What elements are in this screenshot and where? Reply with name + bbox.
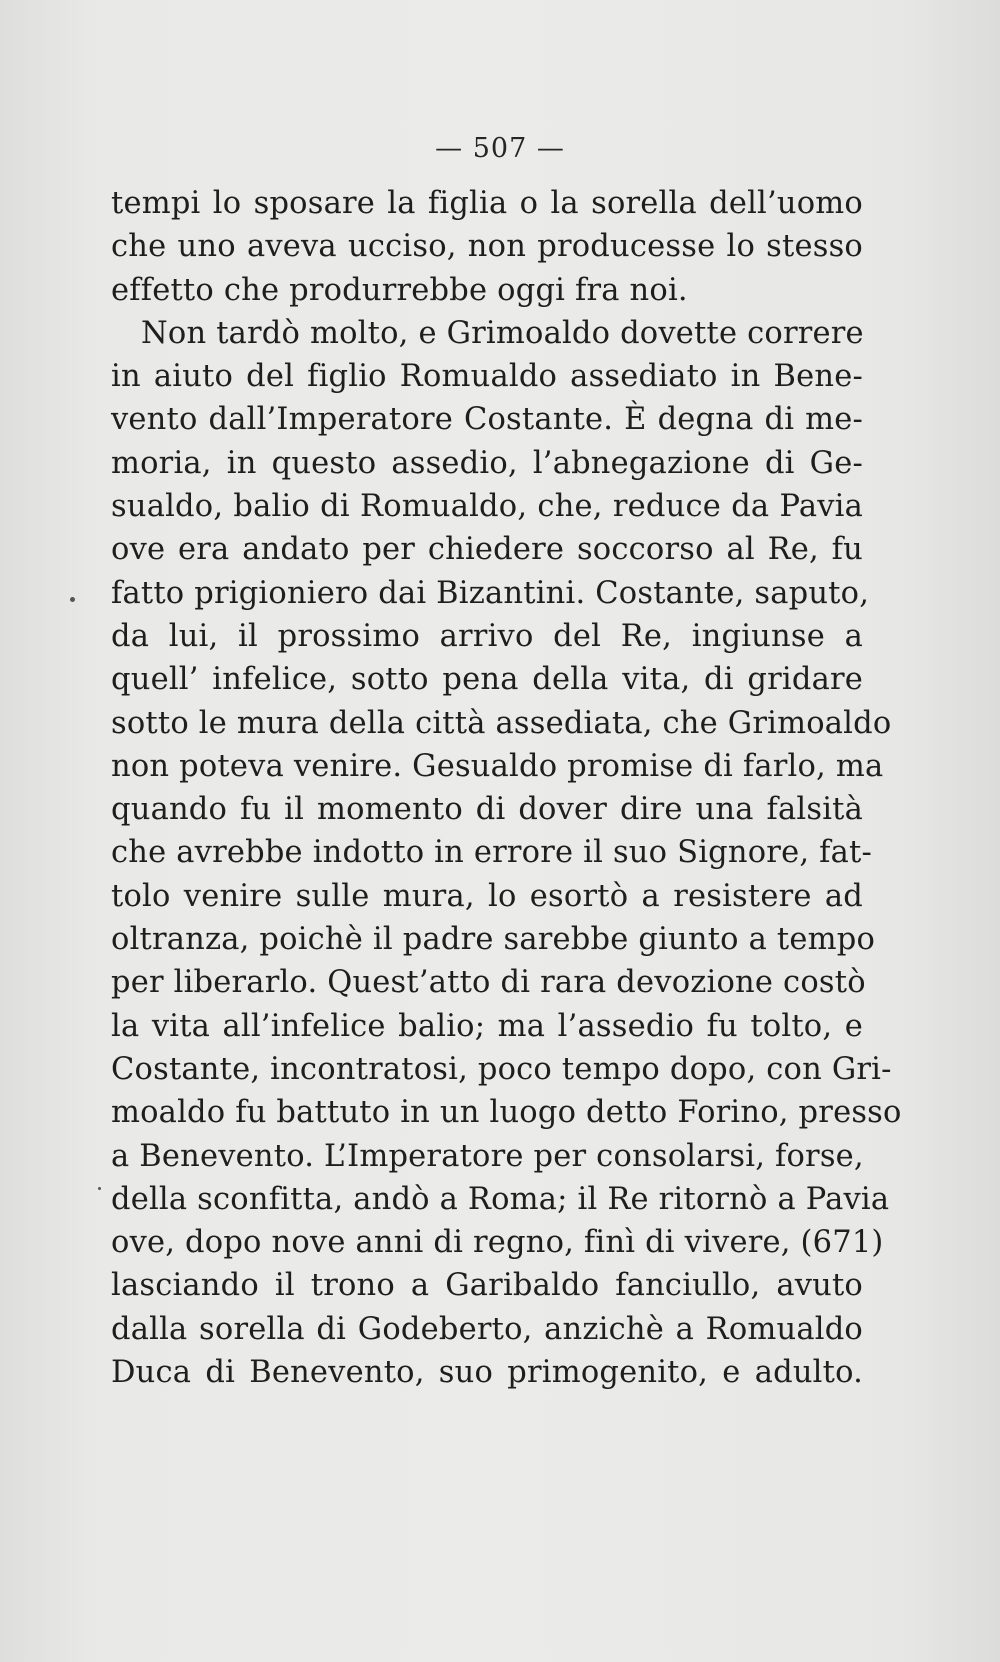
text-line: quando fu il momento di dover dire una falsità [111, 792, 863, 828]
text-line: per liberarlo. Quest’atto di rara devozione costò [111, 965, 866, 1001]
text-line: fatto prigioniero dai Bizantini. Costante, saputo, [111, 575, 870, 611]
ink-speck [70, 597, 75, 602]
text-line: in aiuto del figlio Romualdo assediato in Bene- [111, 359, 863, 395]
text-line: vento dall’Imperatore Costante. È degna di me- [111, 402, 863, 438]
text-line: Non tardò molto, e Grimoaldo dovette correre [141, 315, 864, 351]
text-line: quell’ infelice, sotto pena della vita, di gridare [111, 662, 863, 698]
text-line: tolo venire sulle mura, lo esortò a resistere ad [111, 878, 863, 914]
text-line: dalla sorella di Godeberto, anzichè a Romualdo [111, 1311, 863, 1347]
text-line: della sconfitta, andò a Roma; il Re ritornò a Pavia [111, 1181, 890, 1217]
text-line: sualdo, balio di Romualdo, che, reduce da Pavia [111, 489, 863, 525]
text-line: che uno aveva ucciso, non producesse lo stesso [111, 229, 863, 265]
body-text [111, 182, 902, 1394]
text-line: ove, dopo nove anni di regno, finì di vivere, (671) [111, 1225, 884, 1261]
text-line: a Benevento. L’Imperatore per consolarsi, forse, [111, 1138, 864, 1174]
text-line: Costante, incontratosi, poco tempo dopo, con Gri- [111, 1051, 892, 1087]
text-line: Duca di Benevento, suo primogenito, e adulto. [111, 1355, 863, 1391]
text-line: sotto le mura della città assediata, che Grimoaldo [111, 705, 892, 741]
ink-speck [98, 1187, 101, 1190]
text-line: che avrebbe indotto in errore il suo Signore, fat- [111, 835, 872, 871]
text-line: la vita all’infelice balio; ma l’assedio fu tolto, e [111, 1008, 863, 1044]
page-number: — 507 — [435, 133, 565, 164]
text-line: moria, in questo assedio, l’abnegazione di Ge- [111, 445, 863, 481]
text-line: ove era andato per chiedere soccorso al Re, fu [111, 532, 863, 568]
text-line: tempi lo sposare la figlia o la sorella dell’uomo [111, 186, 863, 221]
text-line: lasciando il trono a Garibaldo fanciullo, avuto [111, 1268, 863, 1304]
text-line: da lui, il prossimo arrivo del Re, ingiunse a [111, 618, 863, 654]
text-line: non poteva venire. Gesualdo promise di farlo, ma [111, 748, 884, 784]
text-line: effetto che produrrebbe oggi fra noi. [111, 272, 688, 308]
text-line: oltranza, poichè il padre sarebbe giunto a tempo [111, 922, 876, 958]
text-line: moaldo fu battuto in un luogo detto Forino, presso [111, 1095, 902, 1131]
